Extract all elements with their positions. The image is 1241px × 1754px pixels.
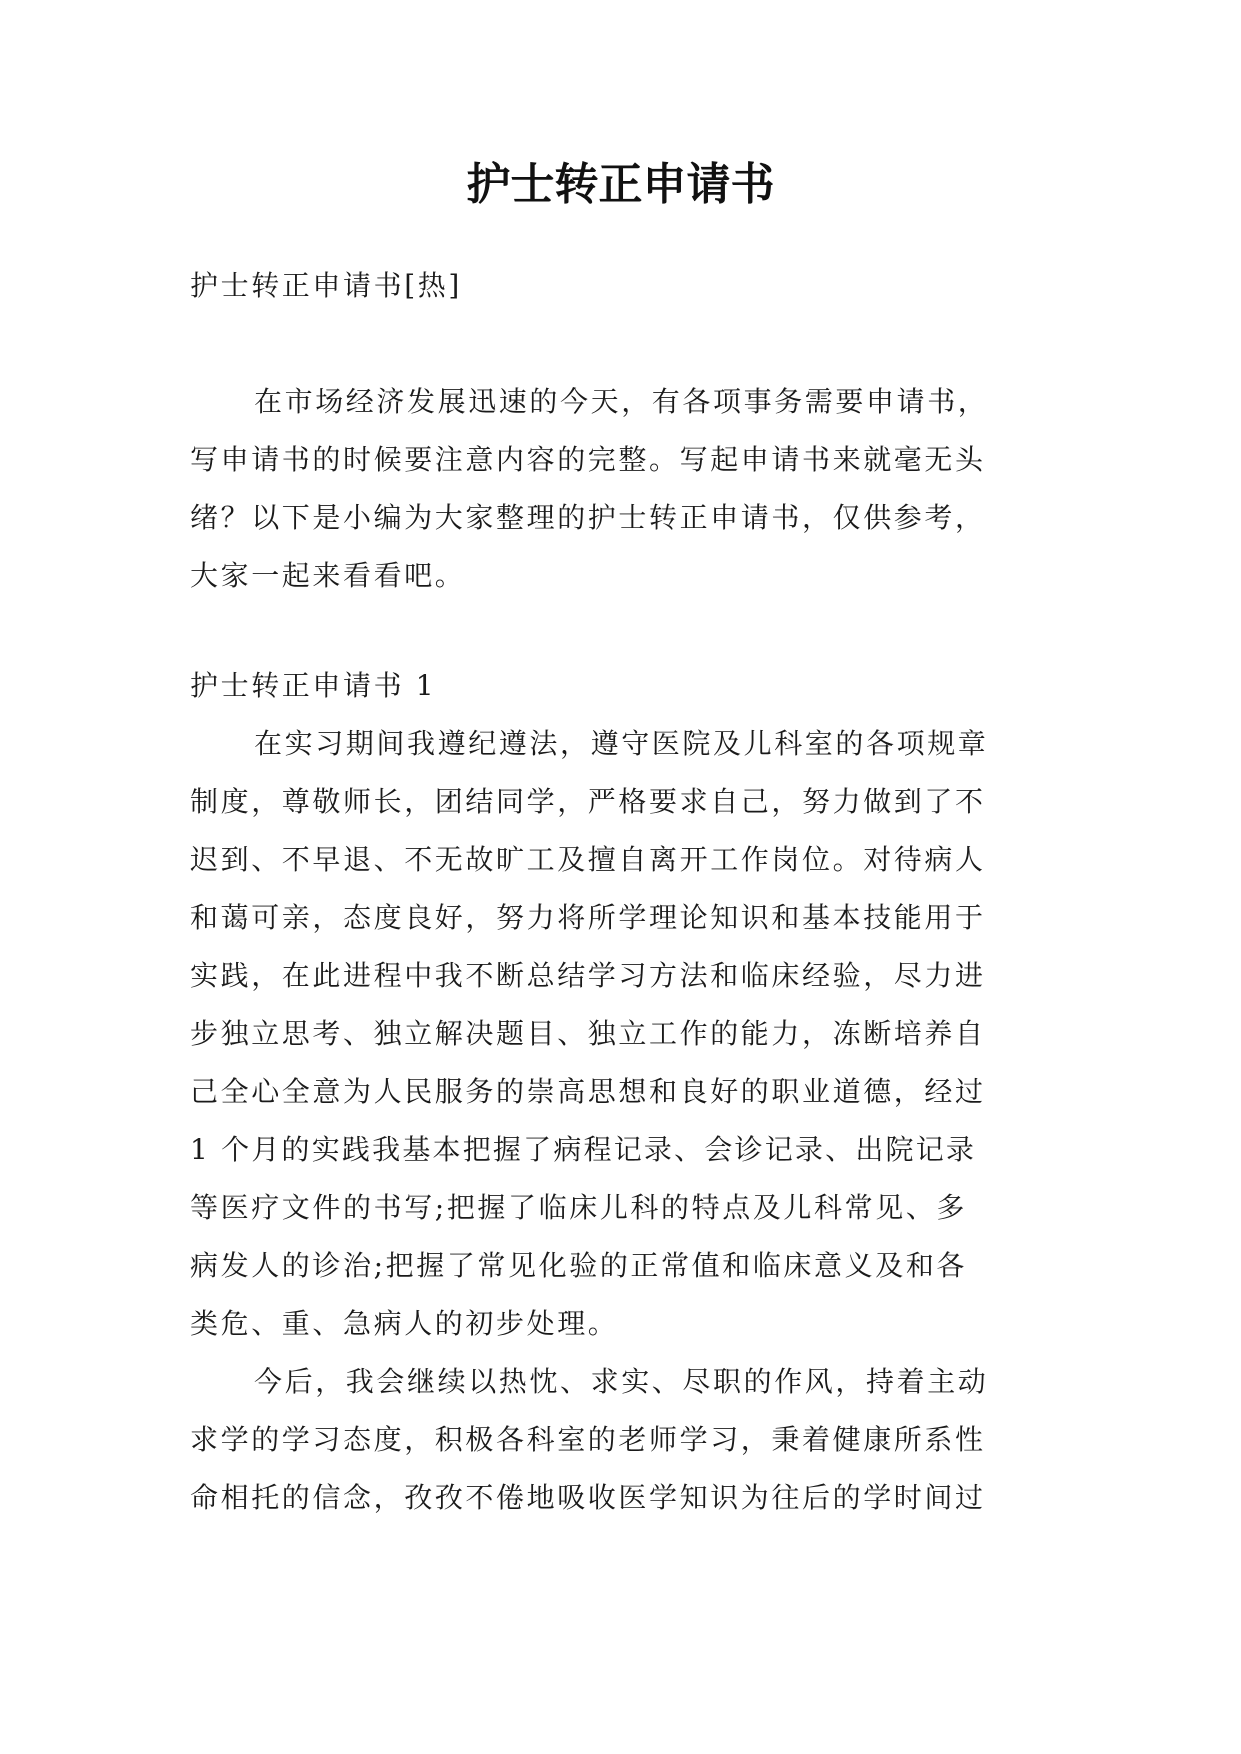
paragraph-line: 病发人的诊治;把握了常见化验的正常值和临床意义及和各 [190, 1249, 968, 1282]
paragraph-line: 命相托的信念，孜孜不倦地吸收医学知识为往后的学时间过 [190, 1481, 986, 1514]
paragraph-line: 在实习期间我遵纪遵法，遵守医院及儿科室的各项规章 [254, 727, 989, 760]
paragraph-line: 今后，我会继续以热忱、求实、尽职的作风，持着主动 [254, 1365, 989, 1398]
intro-line: 写申请书的时候要注意内容的完整。写起申请书来就毫无头 [190, 443, 986, 476]
paragraph-line: 制度，尊敬师长，团结同学，严格要求自己，努力做到了不 [190, 785, 986, 818]
paragraph-line: 步独立思考、独立解决题目、独立工作的能力，冻断培养自 [190, 1017, 986, 1050]
paragraph-line: 己全心全意为人民服务的崇高思想和良好的职业道德，经过 [190, 1075, 986, 1108]
document-title: 护士转正申请书 [466, 159, 775, 210]
intro-line: 在市场经济发展迅速的今天，有各项事务需要申请书， [254, 385, 989, 418]
document-subtitle: 护士转正申请书[热] [190, 269, 462, 302]
section-heading: 护士转正申请书 1 [190, 669, 437, 702]
paragraph-line: 和蔼可亲，态度良好，努力将所学理论知识和基本技能用于 [190, 901, 986, 934]
paragraph-line: 类危、重、急病人的初步处理。 [190, 1307, 619, 1340]
paragraph-line: 1 个月的实践我基本把握了病程记录、会诊记录、出院记录 [190, 1133, 977, 1166]
paragraph-line: 实践，在此进程中我不断总结学习方法和临床经验，尽力进 [190, 959, 986, 992]
intro-line: 绪？以下是小编为大家整理的护士转正申请书，仅供参考， [190, 501, 986, 534]
document-body [190, 257, 1070, 1527]
paragraph-line: 迟到、不早退、不无故旷工及擅自离开工作岗位。对待病人 [190, 843, 986, 876]
paragraph-line: 求学的学习态度，积极各科室的老师学习，秉着健康所系性 [190, 1423, 986, 1456]
intro-line: 大家一起来看看吧。 [190, 559, 466, 592]
paragraph-line: 等医疗文件的书写;把握了临床儿科的特点及儿科常见、多 [190, 1191, 968, 1224]
